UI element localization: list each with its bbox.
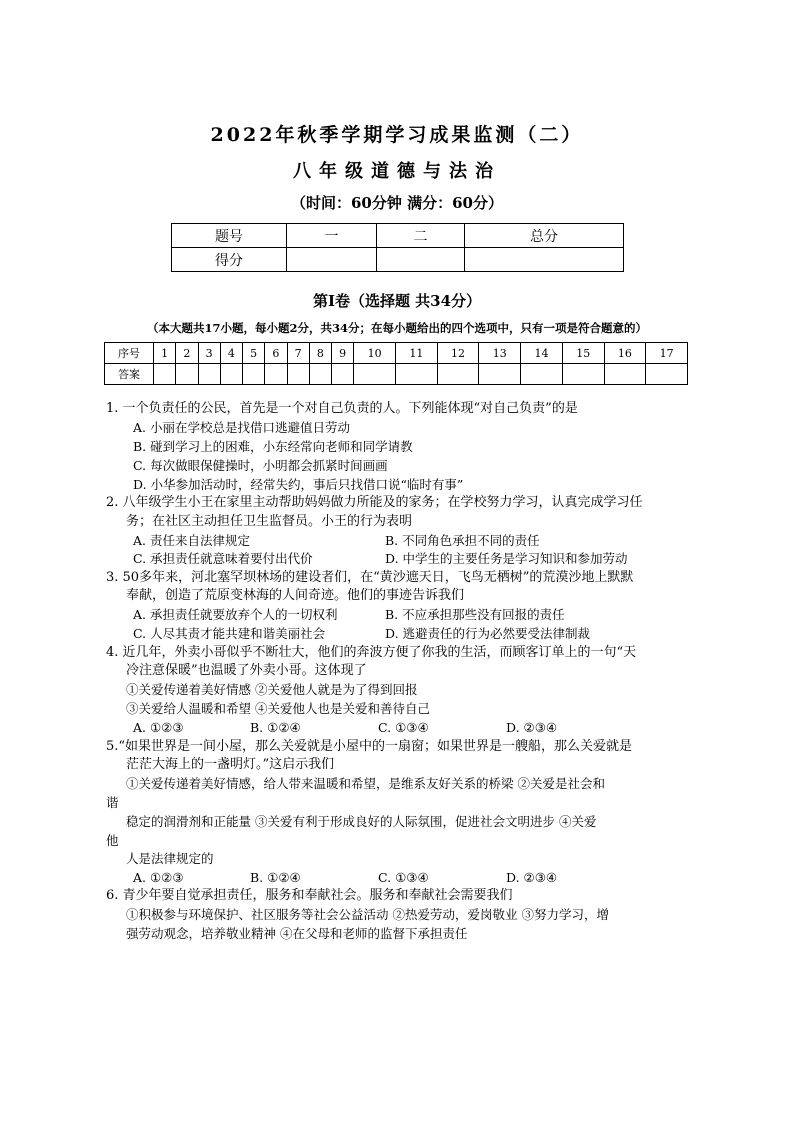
score-header-total: 总分 xyxy=(465,224,624,248)
exam-title: 2022年秋季学期学习成果监测（二） xyxy=(210,124,584,146)
question-5-line-3b: 谐 xyxy=(106,795,119,810)
answer-cell[interactable] xyxy=(395,364,437,385)
question-1-option-c: C. 每次做眼保健操时，小明都会抓紧时间画画 xyxy=(133,458,388,473)
question-4-items-2: ③关爱给人温暖和希望 ④关爱他人也是关爱和善待自己 xyxy=(126,701,430,716)
answer-cell[interactable] xyxy=(437,364,479,385)
answer-number: 2 xyxy=(176,343,198,364)
answer-number: 15 xyxy=(562,343,604,364)
answer-cell[interactable] xyxy=(287,364,309,385)
question-1-stem: 1. 一个负责任的公民，首先是一个对自己负责的人。下列能体现“对自己负责”的是 xyxy=(106,401,578,416)
answer-number: 11 xyxy=(395,343,437,364)
question-6-line-2: ①积极参与环境保护、社区服务等社会公益活动 ②热爱劳动，爱岗敬业 ③努力学习，增 xyxy=(126,907,609,922)
question-4-items-1: ①关爱传递着美好情感 ②关爱他人就是为了得到回报 xyxy=(126,682,418,697)
question-4-stem-cont: 冷注意保暖”也温暖了外卖小哥。这体现了 xyxy=(126,663,367,678)
answer-cell[interactable] xyxy=(604,364,646,385)
answer-number: 8 xyxy=(309,343,331,364)
answer-number: 4 xyxy=(220,343,242,364)
score-cell[interactable] xyxy=(465,248,624,272)
answer-cell[interactable] xyxy=(332,364,354,385)
question-2-option-b: B. 不同角色承担不同的责任 xyxy=(385,533,540,548)
answer-cell[interactable] xyxy=(154,364,176,385)
question-2-option-d: D. 中学生的主要任务是学习知识和参加劳动 xyxy=(385,551,628,566)
question-3-stem: 3. 50多年来，河北塞罕坝林场的建设者们，在“黄沙遮天日，飞鸟无栖树”的荒漠沙地上默默 xyxy=(106,570,634,585)
question-4-stem: 4. 近几年，外卖小哥似乎不断壮大，他们的奔波方便了你我的生活，而顾客订单上的一句“天 xyxy=(106,645,637,660)
question-6-line-3: 强劳动观念，培养敬业精神 ④在父母和老师的监督下承担责任 xyxy=(126,926,468,941)
question-3-option-c: C. 人尽其责才能共建和谐美丽社会 xyxy=(133,626,326,641)
answer-number: 12 xyxy=(437,343,479,364)
question-5-option-b: B. ①②④ xyxy=(250,870,301,885)
answer-number: 14 xyxy=(521,343,563,364)
answer-cell[interactable] xyxy=(309,364,331,385)
section-instruction: （本大题共17小题，每小题2分，共34分；在每小题给出的四个选项中，只有一项是符合题意的） xyxy=(146,321,647,335)
answer-number: 5 xyxy=(243,343,265,364)
question-2-option-a: A. 责任来自法律规定 xyxy=(133,533,250,548)
answer-cell[interactable] xyxy=(562,364,604,385)
answer-number: 7 xyxy=(287,343,309,364)
question-5-line-5: 人是法律规定的 xyxy=(126,851,214,866)
question-5-option-c: C. ①③④ xyxy=(378,870,429,885)
answer-number: 13 xyxy=(479,343,521,364)
question-3-option-d: D. 逃避责任的行为必然要受法律制裁 xyxy=(385,626,591,641)
question-5-line-4: 稳定的润滑剂和正能量 ③关爱有利于形成良好的人际氛围，促进社会文明进步 ④关爱 xyxy=(126,814,597,829)
question-4-option-d: D. ②③④ xyxy=(506,720,558,735)
question-3-option-b: B. 不应承担那些没有回报的责任 xyxy=(385,607,565,622)
answer-cell[interactable] xyxy=(265,364,287,385)
score-header-part2: 二 xyxy=(377,224,465,248)
answer-number: 9 xyxy=(332,343,354,364)
question-5-stem-cont: 茫茫大海上的一盏明灯。”这启示我们 xyxy=(126,757,335,772)
score-cell[interactable] xyxy=(377,248,465,272)
score-row-label: 得分 xyxy=(172,248,287,272)
answer-number: 3 xyxy=(198,343,220,364)
answer-cell[interactable] xyxy=(521,364,563,385)
question-6-stem: 6. 青少年要自觉承担责任，服务和奉献社会。服务和奉献社会需要我们 xyxy=(106,888,513,903)
question-5-line-4b: 他 xyxy=(106,833,119,848)
question-4-option-b: B. ①②④ xyxy=(250,720,301,735)
time-info: （时间：60分钟 满分：60分） xyxy=(291,194,503,212)
answer-cell[interactable] xyxy=(646,364,688,385)
question-1-option-b: B. 碰到学习上的困难，小东经常向老师和同学请教 xyxy=(133,439,413,454)
question-3-stem-cont: 奉献，创造了荒原变林海的人间奇迹。他们的事迹告诉我们 xyxy=(126,588,465,603)
question-5-option-a: A. ①②③ xyxy=(133,870,184,885)
score-cell[interactable] xyxy=(287,248,377,272)
question-2-stem: 2. 八年级学生小王在家里主动帮助妈妈做力所能及的家务；在学校努力学习，认真完成学习任 xyxy=(106,495,643,510)
question-1-option-a: A. 小丽在学校总是找借口逃避值日劳动 xyxy=(133,420,350,435)
answer-cell[interactable] xyxy=(354,364,396,385)
answer-table xyxy=(104,342,688,385)
answer-number: 16 xyxy=(604,343,646,364)
answer-cell[interactable] xyxy=(479,364,521,385)
answer-number: 6 xyxy=(265,343,287,364)
answer-cell[interactable] xyxy=(243,364,265,385)
question-4-option-c: C. ①③④ xyxy=(378,720,429,735)
exam-subtitle: 八年级道德与法治 xyxy=(293,161,501,182)
answer-row-label: 答案 xyxy=(105,364,154,385)
section-title: 第Ⅰ卷（选择题 共34分） xyxy=(312,292,482,310)
answer-number: 17 xyxy=(646,343,688,364)
question-5-stem: 5.“如果世界是一间小屋，那么关爱就是小屋中的一扇窗；如果世界是一艘船，那么关爱就是 xyxy=(106,739,633,754)
question-5-line-3: ①关爱传递着美好情感，给人带来温暖和希望，是维系友好关系的桥梁 ②关爱是社会和 xyxy=(126,776,605,791)
answer-number: 10 xyxy=(354,343,396,364)
answer-number: 1 xyxy=(154,343,176,364)
score-header-part1: 一 xyxy=(287,224,377,248)
answer-cell[interactable] xyxy=(198,364,220,385)
score-header-number: 题号 xyxy=(172,224,287,248)
question-5-option-d: D. ②③④ xyxy=(506,870,558,885)
question-2-option-c: C. 承担责任就意味着要付出代价 xyxy=(133,551,313,566)
question-4-option-a: A. ①②③ xyxy=(133,720,184,735)
question-1-option-d: D. 小华参加活动时，经常失约，事后只找借口说“临时有事” xyxy=(133,477,464,492)
answer-cell[interactable] xyxy=(220,364,242,385)
answer-cell[interactable] xyxy=(176,364,198,385)
score-table xyxy=(171,223,624,272)
answer-row-label: 序号 xyxy=(105,343,154,364)
question-2-stem-cont: 务；在社区主动担任卫生监督员。小王的行为表明 xyxy=(126,514,413,529)
question-3-option-a: A. 承担责任就要放弃个人的一切权利 xyxy=(133,607,338,622)
